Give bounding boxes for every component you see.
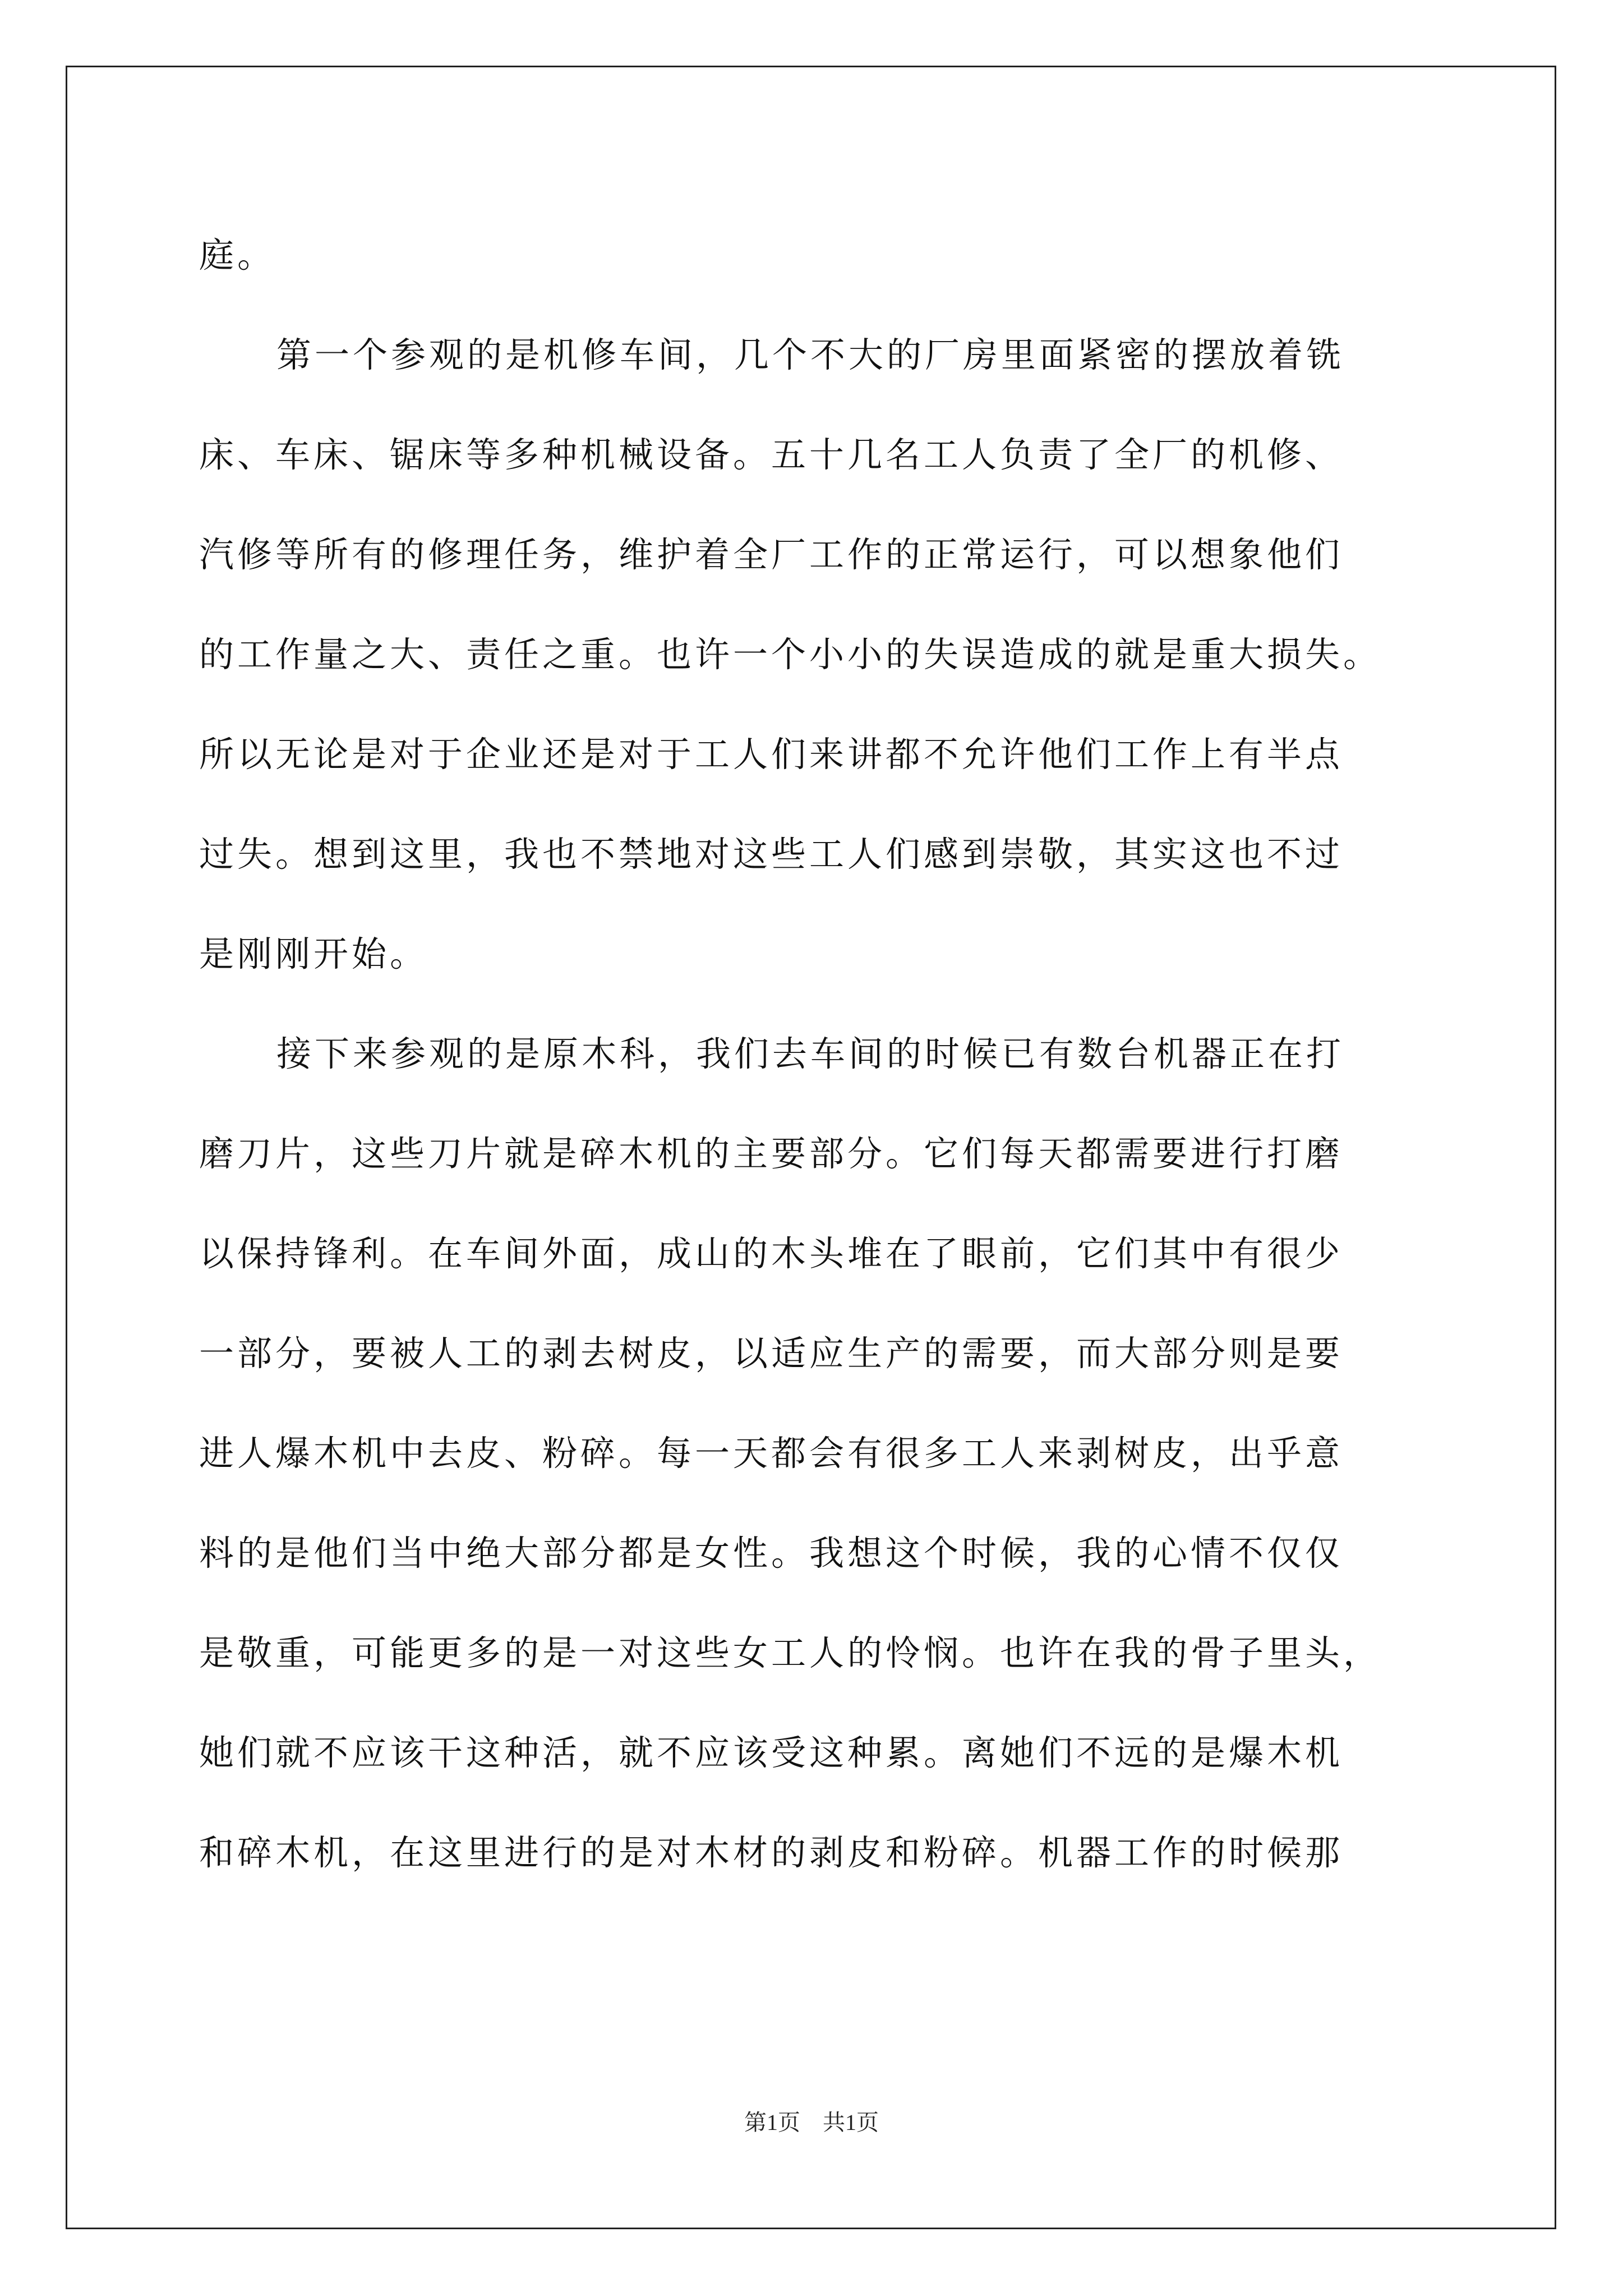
text-line: 进人爆木机中去皮、粉碎。每一天都会有很多工人来剥树皮，出乎意	[199, 1433, 1344, 1474]
text-line: 的工作量之大、责任之重。也许一个小小的失误造成的就是重大损失。	[199, 634, 1382, 675]
text-line: 过失。想到这里，我也不禁地对这些工人们感到崇敬，其实这也不过	[199, 834, 1344, 875]
text-line: 是刚刚开始。	[199, 933, 428, 974]
text-line: 料的是他们当中绝大部分都是女性。我想这个时候，我的心情不仅仅	[199, 1533, 1344, 1573]
text-line: 她们就不应该干这种活，就不应该受这种累。离她们不远的是爆木机	[199, 1732, 1344, 1773]
text-line: 庭。	[199, 234, 276, 275]
document-body	[199, 205, 1416, 1903]
text-line: 和碎木机，在这里进行的是对木材的剥皮和粉碎。机器工作的时候那	[199, 1832, 1344, 1873]
text-line: 接下来参观的是原木科，我们去车间的时候已有数台机器正在打	[276, 1033, 1345, 1074]
text-line: 所以无论是对于企业还是对于工人们来讲都不允许他们工作上有半点	[199, 734, 1344, 775]
text-line: 磨刀片，这些刀片就是碎木机的主要部分。它们每天都需要进行打磨	[199, 1133, 1344, 1174]
text-line: 第一个参观的是机修车间，几个不大的厂房里面紧密的摆放着铣	[276, 334, 1345, 375]
text-line: 是敬重，可能更多的是一对这些女工人的怜悯。也许在我的骨子里头，	[199, 1632, 1382, 1673]
text-line: 以保持锋利。在车间外面，成山的木头堆在了眼前，它们其中有很少	[199, 1233, 1344, 1274]
text-line: 床、车床、锯床等多种机械设备。五十几名工人负责了全厂的机修、	[199, 434, 1344, 475]
page-footer: 第1页 共1页	[744, 2110, 879, 2135]
text-line: 一部分，要被人工的剥去树皮，以适应生产的需要，而大部分则是要	[199, 1333, 1344, 1374]
text-line: 汽修等所有的修理任务，维护着全厂工作的正常运行，可以想象他们	[199, 534, 1344, 575]
